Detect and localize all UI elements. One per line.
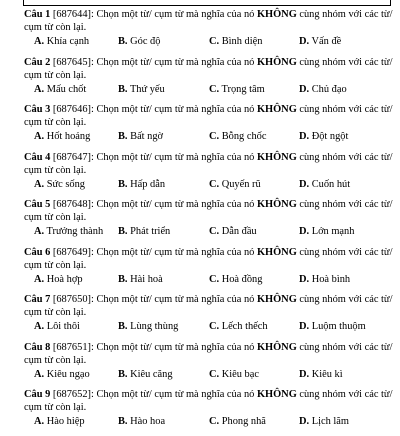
option-text: Bình diện bbox=[221, 36, 263, 47]
answer-options bbox=[34, 35, 394, 48]
option-text: Hào hiệp bbox=[46, 416, 85, 427]
option-letter: A. bbox=[34, 273, 45, 285]
question-text: : Chọn một từ/ cụm từ mà nghĩa của nó bbox=[90, 389, 257, 400]
question-keyword: KHÔNG bbox=[256, 104, 297, 115]
option-text: Trọng tâm bbox=[221, 83, 265, 95]
option-letter: A. bbox=[34, 226, 45, 237]
answer-option[interactable] bbox=[118, 368, 173, 381]
answer-option[interactable] bbox=[118, 273, 163, 286]
option-text: Phát triển bbox=[130, 226, 171, 237]
question-text-end: cùng nhóm với các từ/ cụm từ còn lại. bbox=[24, 56, 393, 81]
question-keyword: KHÔNG bbox=[256, 246, 297, 258]
option-text: Góc độ bbox=[130, 36, 161, 47]
option-letter: A. bbox=[34, 321, 45, 332]
question-code: [687646] bbox=[52, 104, 91, 115]
option-letter: C. bbox=[209, 131, 220, 142]
question-keyword: KHÔNG bbox=[256, 341, 297, 353]
question-list bbox=[24, 8, 394, 436]
option-text: Hào hoa bbox=[130, 416, 166, 427]
question-code: [687649] bbox=[52, 246, 91, 258]
answer-option[interactable] bbox=[209, 320, 268, 333]
answer-option[interactable] bbox=[299, 368, 343, 381]
option-text: Hài hoà bbox=[130, 273, 163, 285]
answer-option[interactable] bbox=[299, 225, 354, 238]
question-1 bbox=[24, 8, 394, 56]
question-keyword: KHÔNG bbox=[256, 9, 297, 20]
option-letter: C. bbox=[209, 83, 220, 95]
option-letter: B. bbox=[118, 36, 128, 47]
question-text: : Chọn một từ/ cụm từ mà nghĩa của nó bbox=[90, 294, 257, 305]
option-text: Quyến rũ bbox=[221, 178, 261, 190]
answer-option[interactable] bbox=[209, 130, 266, 143]
answer-option[interactable] bbox=[299, 130, 348, 143]
option-letter: C. bbox=[209, 273, 220, 285]
answer-option[interactable] bbox=[299, 415, 349, 428]
answer-options bbox=[34, 320, 394, 333]
question-number: Câu 6 bbox=[24, 246, 51, 258]
question-text: : Chọn một từ/ cụm từ mà nghĩa của nó bbox=[90, 104, 257, 115]
option-text: Thứ yếu bbox=[129, 83, 165, 95]
option-letter: D. bbox=[299, 321, 310, 332]
answer-option[interactable] bbox=[34, 178, 85, 191]
option-text: Lôi thôi bbox=[46, 321, 80, 332]
option-letter: B. bbox=[118, 368, 128, 380]
option-text: Hấp dẫn bbox=[130, 178, 166, 190]
answer-option[interactable] bbox=[299, 320, 366, 333]
answer-option[interactable] bbox=[34, 320, 80, 333]
option-text: Hoà bình bbox=[311, 273, 351, 285]
question-stem bbox=[24, 8, 394, 34]
option-text: Cuốn hút bbox=[311, 178, 351, 190]
answer-option[interactable] bbox=[209, 415, 266, 428]
answer-options bbox=[34, 178, 394, 191]
question-text-end: cùng nhóm với các từ/ cụm từ còn lại. bbox=[24, 199, 393, 223]
option-text: Kiêu bạc bbox=[221, 368, 259, 380]
question-text: : Chọn một từ/ cụm từ mà nghĩa của nó bbox=[90, 9, 257, 20]
option-text: Khía cạnh bbox=[46, 36, 90, 47]
answer-option[interactable] bbox=[209, 178, 261, 191]
option-letter: A. bbox=[34, 131, 45, 142]
option-letter: B. bbox=[118, 321, 128, 332]
question-2 bbox=[24, 56, 394, 104]
question-number: Câu 2 bbox=[24, 56, 51, 68]
answer-options bbox=[34, 273, 394, 286]
option-letter: D. bbox=[299, 368, 310, 380]
option-letter: D. bbox=[299, 226, 310, 237]
option-letter: A. bbox=[34, 368, 45, 380]
option-letter: D. bbox=[299, 131, 310, 142]
option-letter: D. bbox=[299, 83, 310, 95]
answer-option[interactable] bbox=[34, 273, 83, 286]
answer-option[interactable] bbox=[118, 35, 160, 48]
question-keyword: KHÔNG bbox=[256, 294, 297, 305]
question-code: [687651] bbox=[52, 341, 91, 353]
option-letter: B. bbox=[118, 131, 128, 142]
question-stem bbox=[24, 341, 394, 367]
question-code: [687650] bbox=[52, 294, 91, 305]
option-letter: C. bbox=[209, 36, 220, 47]
question-number: Câu 7 bbox=[24, 294, 51, 305]
option-letter: C. bbox=[209, 368, 220, 380]
answer-options bbox=[34, 368, 394, 381]
answer-option[interactable] bbox=[118, 130, 163, 143]
answer-option[interactable] bbox=[299, 178, 350, 191]
answer-options bbox=[34, 83, 394, 96]
option-letter: D. bbox=[299, 416, 310, 427]
question-number: Câu 5 bbox=[24, 199, 51, 210]
answer-option[interactable] bbox=[299, 273, 350, 286]
question-7 bbox=[24, 293, 394, 341]
option-text: Chủ đạo bbox=[311, 83, 347, 95]
answer-option[interactable] bbox=[34, 130, 90, 143]
option-text: Vấn đề bbox=[311, 36, 342, 47]
answer-option[interactable] bbox=[209, 368, 259, 381]
option-text: Hoà hợp bbox=[46, 273, 83, 285]
option-text: Trưởng thành bbox=[46, 226, 104, 237]
answer-option[interactable] bbox=[118, 415, 165, 428]
question-number: Câu 1 bbox=[24, 9, 51, 20]
option-letter: A. bbox=[34, 36, 45, 47]
option-text: Dẫn đầu bbox=[221, 226, 257, 237]
answer-option[interactable] bbox=[299, 83, 347, 96]
option-text: Kiêu kì bbox=[311, 368, 343, 380]
question-text-end: cùng nhóm với các từ/ cụm từ còn lại. bbox=[24, 151, 393, 176]
question-stem bbox=[24, 56, 394, 82]
question-9 bbox=[24, 388, 394, 436]
option-letter: C. bbox=[209, 226, 220, 237]
answer-option[interactable] bbox=[34, 225, 103, 238]
question-5 bbox=[24, 198, 394, 246]
answer-option[interactable] bbox=[209, 83, 265, 96]
option-text: Kiêu căng bbox=[130, 368, 173, 380]
question-code: [687648] bbox=[52, 199, 91, 210]
option-text: Hốt hoảng bbox=[46, 131, 91, 142]
question-text-end: cùng nhóm với các từ/ cụm từ còn lại. bbox=[24, 246, 393, 271]
option-letter: D. bbox=[299, 273, 310, 285]
option-text: Sức sống bbox=[46, 178, 85, 190]
answer-option[interactable] bbox=[34, 83, 86, 96]
question-keyword: KHÔNG bbox=[256, 56, 297, 68]
option-letter: B. bbox=[118, 416, 128, 427]
question-code: [687652] bbox=[52, 389, 91, 400]
question-number: Câu 4 bbox=[24, 151, 51, 163]
option-text: Lùng thùng bbox=[130, 321, 179, 332]
question-number: Câu 9 bbox=[24, 389, 51, 400]
question-keyword: KHÔNG bbox=[256, 199, 297, 210]
option-text: Mấu chốt bbox=[46, 83, 87, 95]
question-text-end: cùng nhóm với các từ/ cụm từ còn lại. bbox=[24, 294, 393, 318]
question-text-end: cùng nhóm với các từ/ cụm từ còn lại. bbox=[24, 389, 393, 413]
question-stem bbox=[24, 388, 394, 414]
option-text: Kiêu ngạo bbox=[46, 368, 90, 380]
question-code: [687645] bbox=[52, 56, 91, 68]
option-letter: B. bbox=[118, 178, 128, 190]
question-stem bbox=[24, 103, 394, 129]
question-stem bbox=[24, 246, 394, 272]
option-letter: B. bbox=[118, 226, 128, 237]
answer-options bbox=[34, 130, 394, 143]
option-text: Hoà đồng bbox=[221, 273, 263, 285]
question-stem bbox=[24, 198, 394, 224]
question-text: : Chọn một từ/ cụm từ mà nghĩa của nó bbox=[90, 151, 257, 163]
answer-option[interactable] bbox=[34, 368, 90, 381]
question-keyword: KHÔNG bbox=[256, 389, 297, 400]
question-stem bbox=[24, 293, 394, 319]
answer-option[interactable] bbox=[209, 273, 262, 286]
option-letter: D. bbox=[299, 36, 310, 47]
question-text-end: cùng nhóm với các từ/ cụm từ còn lại. bbox=[24, 9, 393, 33]
option-letter: B. bbox=[118, 273, 128, 285]
question-text: : Chọn một từ/ cụm từ mà nghĩa của nó bbox=[90, 199, 257, 210]
option-letter: C. bbox=[209, 178, 220, 190]
option-text: Lịch lãm bbox=[311, 416, 349, 427]
question-4 bbox=[24, 151, 394, 199]
answer-option[interactable] bbox=[34, 415, 85, 428]
question-text: : Chọn một từ/ cụm từ mà nghĩa của nó bbox=[90, 56, 257, 68]
question-text: : Chọn một từ/ cụm từ mà nghĩa của nó bbox=[90, 341, 257, 353]
question-6 bbox=[24, 246, 394, 294]
answer-option[interactable] bbox=[118, 320, 178, 333]
answer-option[interactable] bbox=[118, 225, 170, 238]
option-letter: A. bbox=[34, 83, 45, 95]
question-3 bbox=[24, 103, 394, 151]
question-text: : Chọn một từ/ cụm từ mà nghĩa của nó bbox=[90, 246, 257, 258]
option-letter: A. bbox=[34, 178, 45, 190]
question-number: Câu 8 bbox=[24, 341, 51, 353]
answer-option[interactable] bbox=[209, 35, 262, 48]
option-letter: B. bbox=[118, 83, 128, 95]
question-code: [687644] bbox=[52, 9, 91, 20]
question-stem bbox=[24, 151, 394, 177]
option-letter: A. bbox=[34, 416, 45, 427]
answer-option[interactable] bbox=[209, 225, 257, 238]
option-letter: C. bbox=[209, 321, 220, 332]
question-keyword: KHÔNG bbox=[256, 151, 297, 163]
top-box-border bbox=[23, 0, 391, 6]
option-letter: C. bbox=[209, 416, 220, 427]
option-text: Phong nhã bbox=[221, 416, 266, 427]
answer-option[interactable] bbox=[118, 178, 165, 191]
answer-option[interactable] bbox=[118, 83, 165, 96]
question-text-end: cùng nhóm với các từ/ cụm từ còn lại. bbox=[24, 341, 393, 366]
answer-option[interactable] bbox=[34, 35, 89, 48]
answer-options bbox=[34, 415, 394, 428]
option-text: Lếch thếch bbox=[221, 321, 268, 332]
question-8 bbox=[24, 341, 394, 389]
option-text: Bất ngờ bbox=[130, 131, 164, 142]
answer-option[interactable] bbox=[299, 35, 341, 48]
question-number: Câu 3 bbox=[24, 104, 51, 115]
option-letter: D. bbox=[299, 178, 310, 190]
option-text: Luộm thuộm bbox=[311, 321, 366, 332]
option-text: Lớn mạnh bbox=[311, 226, 355, 237]
question-text-end: cùng nhóm với các từ/ cụm từ còn lại. bbox=[24, 104, 393, 128]
question-code: [687647] bbox=[52, 151, 91, 163]
option-text: Bỗng chốc bbox=[221, 131, 267, 142]
option-text: Đột ngột bbox=[311, 131, 349, 142]
answer-options bbox=[34, 225, 394, 238]
